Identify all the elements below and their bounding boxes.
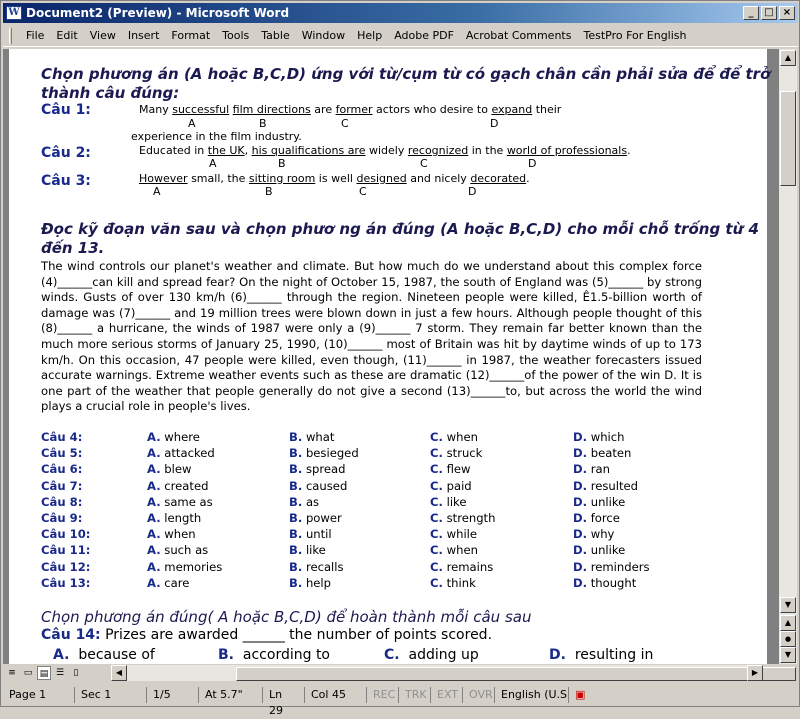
web-layout-icon[interactable]: ▭ [23,668,33,678]
question-1-text: Many successful film directions are former actors who desire to expand their [139,103,562,116]
q1-letter-b: B [259,117,267,130]
status-ext[interactable]: EXT [431,687,463,703]
option-a: A. created [147,478,209,493]
q3-letter-d: D [468,185,477,198]
scroll-right-button[interactable]: ▶ [747,665,763,681]
scroll-left-button[interactable]: ◀ [111,665,127,681]
previous-page-icon[interactable]: ▲ [780,615,796,631]
status-rec[interactable]: REC [367,687,399,703]
option-b: B. help [289,575,331,590]
option-a: A. blew [147,462,192,477]
next-page-icon[interactable]: ▼ [780,647,796,663]
option-a: A. care [147,575,190,590]
status-line: Ln 29 [263,687,305,703]
option-d: D. ran [573,462,610,477]
q14-option-d: D. resulting in [549,647,654,663]
q3-letter-b: B [265,185,273,198]
question-1-text-cont: experience in the film industry. [131,130,302,143]
option-c: C. while [430,527,478,542]
option-c: C. struck [430,446,483,461]
option-b: B. what [289,430,335,444]
q3-letter-a: A [153,185,161,198]
section-heading-1-cont: thành câu đúng: [41,84,180,102]
question-14-label: Câu 14: [41,627,101,643]
menu-file[interactable]: File [26,29,45,42]
option-b: B. caused [289,478,348,493]
menu-adobe-pdf[interactable]: Adobe PDF [394,29,454,42]
option-c: C. remains [430,559,494,574]
q1-letter-c: C [341,117,349,130]
question-2-text: Educated in the UK, his qualifications are widely recognized in the world of professionals. [139,144,631,157]
status-at: At 5.7" [199,687,263,703]
option-a: A. such as [147,543,209,558]
option-d: D. which [573,430,625,444]
horizontal-scroll-track[interactable] [111,665,763,681]
option-c: C. like [430,494,467,509]
option-d: D. resulted [573,478,639,493]
select-browse-object-icon[interactable]: ● [780,631,796,647]
q14-option-b: B. according to [218,647,330,663]
normal-view-icon[interactable]: ≡ [8,668,16,678]
status-ovr[interactable]: OVR [463,687,495,703]
q14-option-a: A. because of [53,647,155,663]
option-b: B. recalls [289,559,344,574]
q1-letter-d: D [490,117,499,130]
option-c: C. when [430,543,478,558]
reading-layout-icon[interactable]: ▯ [73,668,79,678]
option-d: D. unlike [573,543,626,558]
scroll-up-button[interactable]: ▲ [780,50,796,66]
menu-view[interactable]: View [89,29,116,42]
menu-insert[interactable]: Insert [127,29,160,42]
menu-tools[interactable]: Tools [222,29,250,42]
option-b: B. spread [289,462,346,477]
option-b: B. as [289,494,320,509]
title-bar [3,3,798,23]
question-14-text: Prizes are awarded ______ the number of points scored. [100,627,493,643]
option-b: B. like [289,543,326,558]
q3-letter-c: C [359,185,367,198]
question-1-label: Câu 1: [41,102,91,118]
question-number: Câu 10: [41,527,91,542]
question-number: Câu 7: [41,478,83,493]
menu-bar [3,25,798,47]
menu-table[interactable]: Table [261,29,290,42]
status-column: Col 45 [305,687,367,703]
q1-letter-a: A [188,117,196,130]
option-c: C. flew [430,462,471,477]
q2-letter-a: A [209,157,217,170]
word-app-icon[interactable]: W [6,6,22,20]
section-heading-2: Đọc kỹ đoạn văn sau và chọn phươ ng án đúng (A hoặc B,C,D) cho mỗi chỗ trống từ 4 [41,220,759,238]
menu-help[interactable]: Help [357,29,383,42]
question-3-text: However small, the sitting room is well designed and nicely decorated. [139,172,530,185]
outline-view-icon[interactable]: ☰ [55,668,65,678]
option-d: D. why [573,527,615,542]
reading-passage: The wind controls our planet's weather and climate. But how much do we understand about this complex force (4)______can kill and spread fear? On the night of October 15, 1987, the south of England was (5)______ by strong winds. Gusts of over 130 km/h (6)______ through the region. Nineteen people were killed, Ê1.5-billion worth of damage was (7)______ and 19 million trees were blown down in just a few hours. Although people thought of this (8)______ a hurricane, the winds of 1987 were only a (9)______ 7 storm. They remain far better known than the much more serious storms of January 25, 1990, (10)______ most of Britain was hit by daytime winds of up to 173 km/h. On this occasion, 47 people were killed, even though, (11)______ in 1987, the weather forecasters issued accurate warnings. Extreme weather events such as these are dramatic (12)______of the power of the win D. It is one part of the weather that people generally do not give a second (13)______to, but across the world the wind plays a crucial role in people's lives. [41,259,702,414]
question-number: Câu 4: [41,430,83,444]
option-d: D. thought [573,575,637,590]
question-number: Câu 6: [41,462,83,477]
question-number: Câu 8: [41,494,83,509]
question-2-label: Câu 2: [41,145,91,161]
question-number: Câu 5: [41,446,83,461]
option-c: C. paid [430,478,472,493]
option-c: C. when [430,430,478,444]
question-number: Câu 11: [41,543,91,558]
menu-window[interactable]: Window [301,29,346,42]
option-a: A. attacked [147,446,215,461]
section-heading-2-cont: đến 13. [41,239,105,257]
window-controls [743,6,795,20]
status-language[interactable]: English (U.S [495,687,569,703]
question-number: Câu 9: [41,511,83,525]
q14-option-c: C. adding up [384,647,479,663]
option-a: A. same as [147,494,213,509]
window-title: Document2 (Preview) - Microsoft Word [26,6,290,20]
minimize-button[interactable]: _ [743,6,759,20]
status-page: Page 1 [3,687,75,703]
option-d: D. force [573,511,620,525]
horizontal-scroll-thumb[interactable] [236,667,796,681]
menu-format[interactable]: Format [171,29,211,42]
close-button[interactable]: × [779,6,795,20]
option-a: A. where [147,430,200,444]
menu-edit[interactable]: Edit [56,29,78,42]
menu-testpro[interactable]: TestPro For English [583,29,687,42]
vertical-scrollbar[interactable] [779,49,797,664]
print-layout-icon[interactable]: ▤ [37,666,51,680]
question-14 [41,627,492,643]
menu-acrobat-comments[interactable]: Acrobat Comments [465,29,572,42]
section-heading-3: Chọn phương án đúng( A hoặc B,C,D) để hoàn thành mỗi câu sau [41,608,532,626]
q2-letter-c: C [420,157,428,170]
horizontal-scrollbar [3,664,779,682]
option-a: A. when [147,527,196,542]
section-heading-1: Chọn phương án (A hoặc B,C,D) ứng với từ/cụm từ có gạch chân cần phải sửa để để trở [41,65,771,83]
status-section: Sec 1 [75,687,147,703]
vertical-scroll-thumb[interactable] [780,91,796,186]
option-c: C. think [430,575,476,590]
option-d: D. reminders [573,559,650,574]
question-number: Câu 13: [41,575,91,590]
status-trk[interactable]: TRK [399,687,431,703]
option-c: C. strength [430,511,496,525]
question-number: Câu 12: [41,559,91,574]
status-bar [3,685,798,717]
question-3-label: Câu 3: [41,173,91,189]
option-a: A. memories [147,559,223,574]
status-page-count: 1/5 [147,687,199,703]
option-d: D. unlike [573,494,626,509]
option-b: B. until [289,527,332,542]
q2-letter-d: D [528,157,537,170]
maximize-button[interactable]: □ [761,6,777,20]
option-d: D. beaten [573,446,632,461]
scroll-down-button[interactable]: ▼ [780,597,796,613]
spelling-status-icon[interactable]: ▣ [575,688,586,701]
q2-letter-b: B [278,157,286,170]
option-b: B. besieged [289,446,359,461]
option-b: B. power [289,511,342,525]
option-a: A. length [147,511,202,525]
toolbar-grip[interactable] [9,28,12,44]
